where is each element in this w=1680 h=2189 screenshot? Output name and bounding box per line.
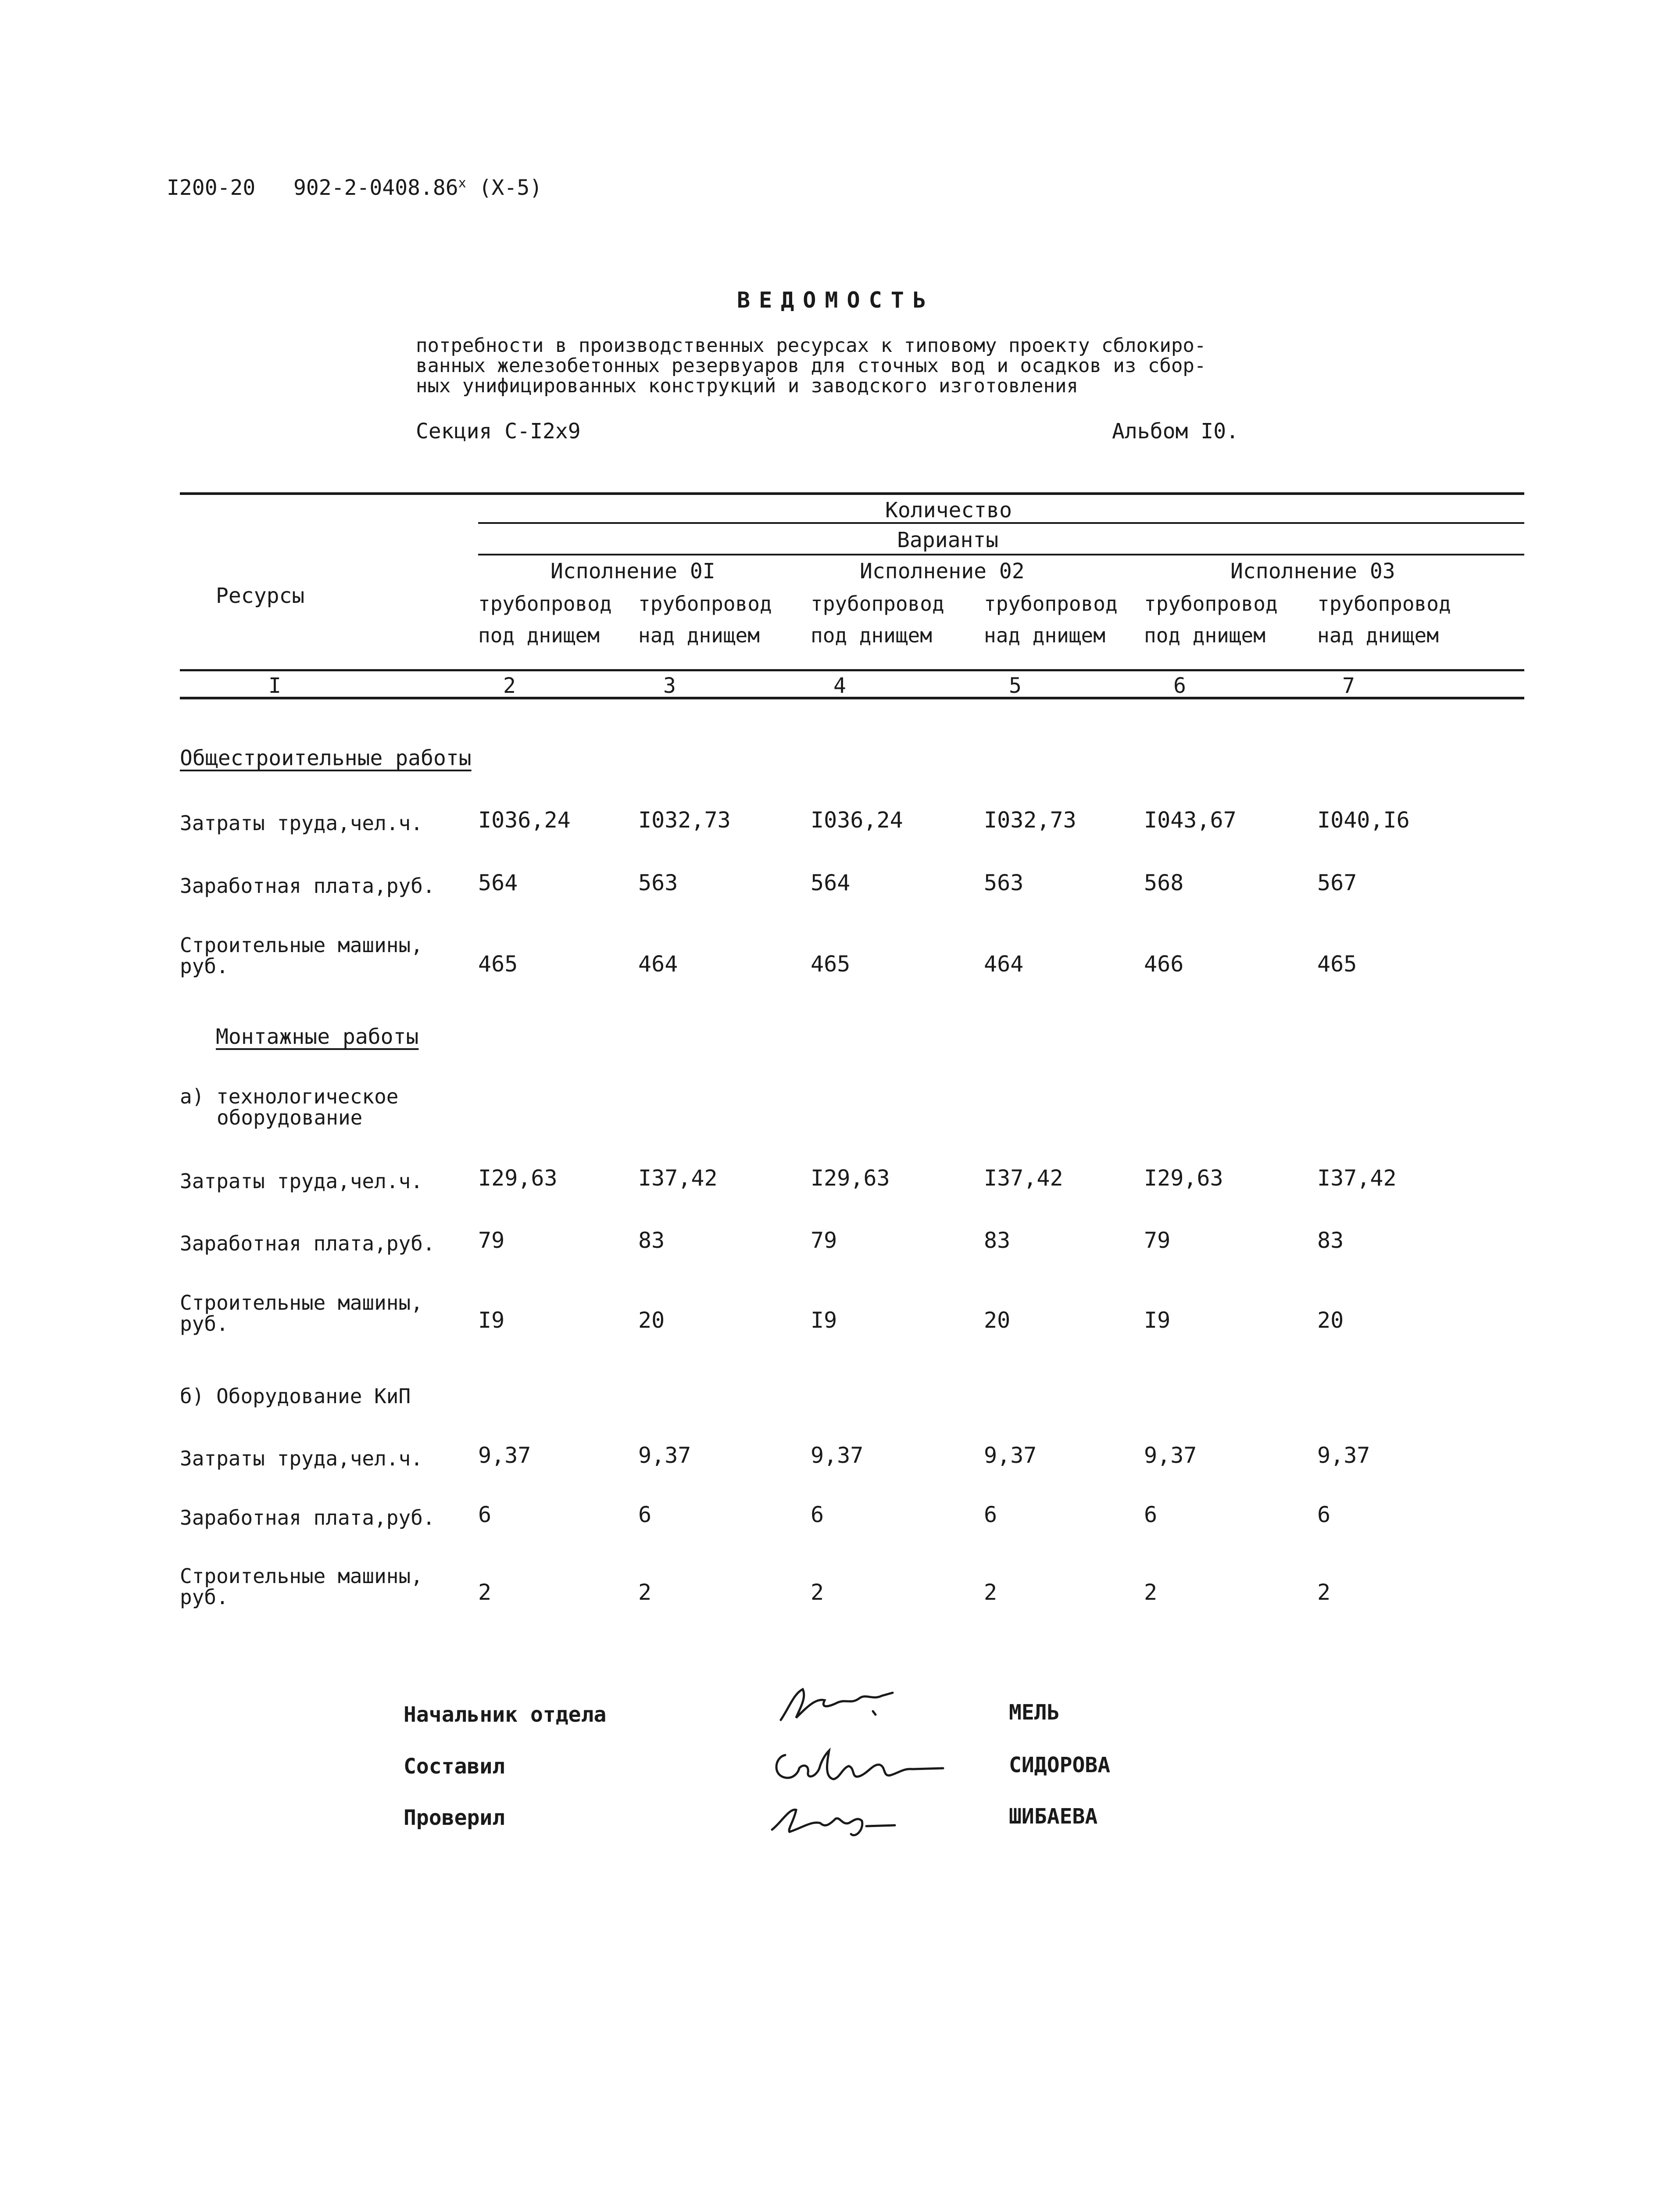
value-cell: 6	[638, 1502, 652, 1527]
table-top-rule	[180, 492, 1524, 495]
col6-header: трубопровод под днищем	[1144, 592, 1278, 647]
value-cell: I37,42	[984, 1165, 1063, 1191]
sheet-number: I200-20	[167, 176, 256, 200]
value-cell: 79	[478, 1228, 505, 1253]
page-title: ВЕДОМОСТЬ	[737, 287, 935, 313]
subgroup-technological: а) технологическое оборудование	[180, 1085, 399, 1129]
value-cell: 465	[1317, 951, 1357, 977]
handwritten-signature-head	[772, 1680, 912, 1729]
column-number: 5	[1009, 674, 1022, 698]
value-cell: I37,42	[638, 1165, 718, 1191]
row-label-labor: Затраты труда,чел.ч.	[180, 811, 423, 835]
header-bottom-rule	[180, 669, 1524, 671]
value-cell: 20	[1317, 1308, 1344, 1333]
value-cell: 2	[1317, 1580, 1331, 1605]
row-label-labor: Затраты труда,чел.ч.	[180, 1169, 423, 1193]
value-cell: 6	[478, 1502, 492, 1527]
column-number: 6	[1173, 674, 1186, 698]
value-cell: 20	[638, 1308, 665, 1333]
col5-header: трубопровод над днищем	[984, 592, 1118, 647]
row-label-machines: Строительные машины, руб.	[180, 933, 423, 978]
section-label: Секция С-I2х9	[416, 419, 581, 444]
row-label-wage: Заработная плата,руб.	[180, 1506, 435, 1530]
value-cell: 83	[638, 1228, 665, 1253]
value-cell: I9	[478, 1308, 505, 1333]
variants-rule	[478, 554, 1524, 555]
numbers-bottom-rule	[180, 697, 1524, 699]
value-cell: I043,67	[1144, 807, 1237, 833]
group-general-construction: Общестроительные работы	[180, 746, 472, 770]
col4-header: трубопровод под днищем	[811, 592, 944, 647]
album-label: Альбом I0.	[1112, 419, 1239, 444]
subtitle-line-3: ных унифицированных конструкций и заводского изготовления	[416, 375, 1078, 397]
code-superscript: x	[458, 176, 466, 191]
value-cell: 568	[1144, 870, 1184, 896]
value-cell: I9	[811, 1308, 837, 1333]
value-cell: 563	[984, 870, 1024, 896]
row-label-machines: Строительные машины, руб.	[180, 1564, 423, 1609]
subgroup-kip: б) Оборудование КиП	[180, 1384, 411, 1408]
value-cell: I29,63	[478, 1165, 558, 1191]
handwritten-signature-checked	[763, 1799, 904, 1843]
value-cell: 9,37	[984, 1443, 1037, 1468]
value-cell: 83	[1317, 1228, 1344, 1253]
project-code: 902-2-0408.86	[293, 176, 458, 200]
value-cell: 464	[984, 951, 1024, 977]
value-cell: 6	[811, 1502, 824, 1527]
col7-header: трубопровод над днищем	[1317, 592, 1451, 647]
signature-role: Составил	[404, 1754, 505, 1779]
value-cell: 2	[638, 1580, 652, 1605]
value-cell: I29,63	[1144, 1165, 1223, 1191]
group-mounting: Монтажные работы	[216, 1025, 419, 1049]
column-number: I	[268, 674, 281, 698]
value-cell: 9,37	[638, 1443, 691, 1468]
column-number: 3	[663, 674, 676, 698]
value-cell: I9	[1144, 1308, 1171, 1333]
value-cell: I032,73	[984, 807, 1076, 833]
value-cell: I29,63	[811, 1165, 890, 1191]
value-cell: 9,37	[1144, 1443, 1197, 1468]
row-label-machines: Строительные машины, руб.	[180, 1291, 423, 1336]
column-number: 2	[503, 674, 516, 698]
execution-01-header: Исполнение 0I	[550, 559, 715, 584]
value-cell: I37,42	[1317, 1165, 1397, 1191]
value-cell: 6	[1317, 1502, 1331, 1527]
signature-role: Начальник отдела	[404, 1702, 607, 1727]
value-cell: I032,73	[638, 807, 731, 833]
value-cell: 9,37	[478, 1443, 531, 1468]
signature-name: ШИБАЕВА	[1009, 1804, 1098, 1829]
value-cell: 564	[478, 870, 518, 896]
value-cell: 79	[811, 1228, 837, 1253]
quantity-header: Количество	[885, 498, 1012, 523]
value-cell: 2	[1144, 1580, 1158, 1605]
value-cell: I040,I6	[1317, 807, 1410, 833]
value-cell: 2	[984, 1580, 997, 1605]
subtitle-line-2: ванных железобетонных резервуаров для сточных вод и осадков из сбор-	[416, 355, 1206, 377]
variants-header: Варианты	[897, 528, 999, 552]
resources-header: Ресурсы	[216, 584, 305, 608]
row-label-wage: Заработная плата,руб.	[180, 1232, 435, 1255]
signature-role: Проверил	[404, 1806, 505, 1830]
execution-02-header: Исполнение 02	[860, 559, 1025, 584]
value-cell: 9,37	[1317, 1443, 1370, 1468]
value-cell: 2	[478, 1580, 492, 1605]
signature-name: СИДОРОВА	[1009, 1753, 1111, 1777]
value-cell: 6	[1144, 1502, 1158, 1527]
value-cell: 20	[984, 1308, 1011, 1333]
value-cell: 9,37	[811, 1443, 864, 1468]
value-cell: 567	[1317, 870, 1357, 896]
value-cell: 6	[984, 1502, 997, 1527]
subtitle	[416, 336, 1206, 396]
value-cell: 465	[478, 951, 518, 977]
value-cell: 563	[638, 870, 678, 896]
value-cell: I036,24	[811, 807, 903, 833]
value-cell: I036,24	[478, 807, 571, 833]
row-label-labor: Затраты труда,чел.ч.	[180, 1447, 423, 1470]
value-cell: 83	[984, 1228, 1011, 1253]
row-label-wage: Заработная плата,руб.	[180, 874, 435, 898]
column-number: 4	[833, 674, 846, 698]
col3-header: трубопровод над днищем	[638, 592, 772, 647]
signature-name: МЕЛЬ	[1009, 1700, 1060, 1725]
value-cell: 465	[811, 951, 851, 977]
value-cell: 564	[811, 870, 851, 896]
col2-header: трубопровод под днищем	[478, 592, 612, 647]
execution-03-header: Исполнение 03	[1230, 559, 1395, 584]
code-suffix: (X-5)	[479, 176, 543, 200]
handwritten-signature-composed	[768, 1738, 952, 1790]
value-cell: 2	[811, 1580, 824, 1605]
value-cell: 79	[1144, 1228, 1171, 1253]
document-code	[167, 176, 542, 200]
column-number: 7	[1342, 674, 1355, 698]
value-cell: 464	[638, 951, 678, 977]
value-cell: 466	[1144, 951, 1184, 977]
subtitle-line-1: потребности в производственных ресурсах к типовому проекту сблокиро-	[416, 334, 1206, 357]
